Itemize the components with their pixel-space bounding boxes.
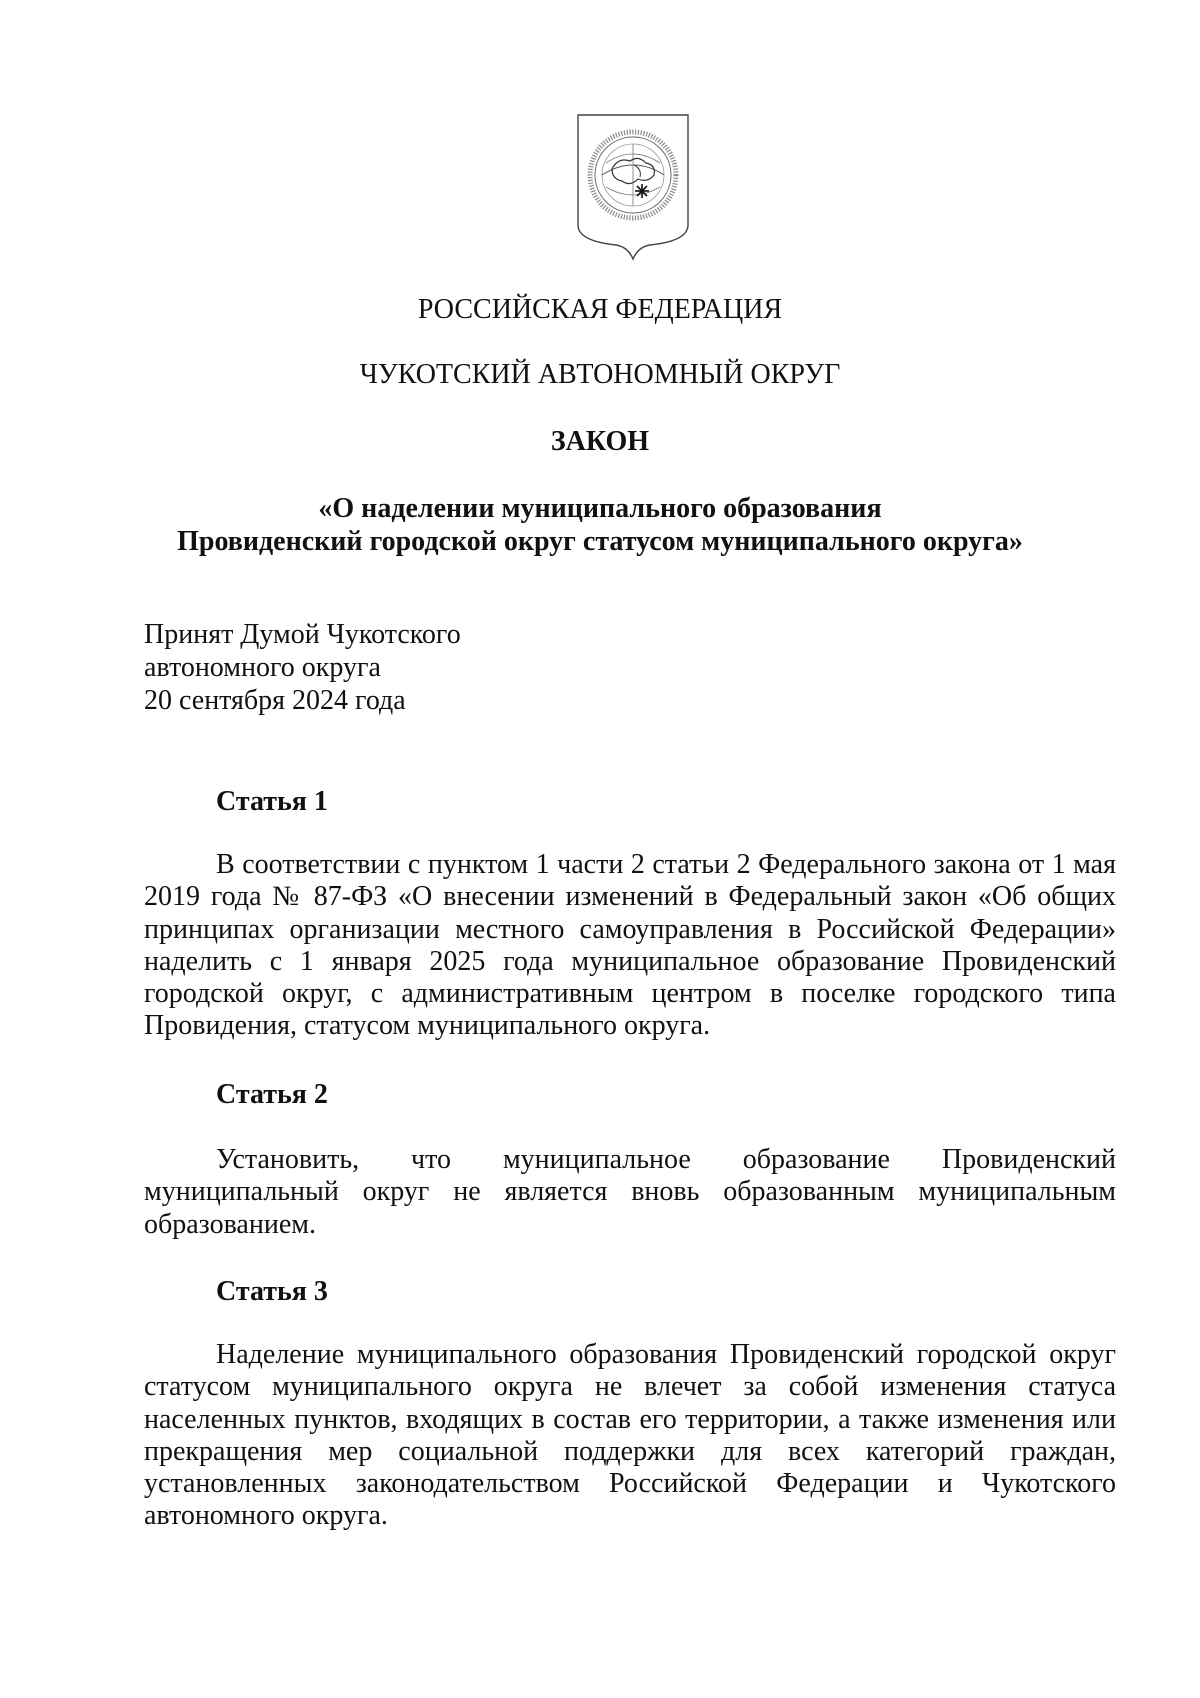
coat-of-arms-icon (576, 113, 690, 261)
article-3-text: Наделение муниципального образования Провиденский городской округ статусом муниципального округа не влечет за собой изменения статуса населенных пунктов, входящих в состав его территории, а также изменения или прекращения мер социальной поддержки для всех категорий граждан, установленных законодательством Российской Федерации и Чукотского автономного округа. (144, 1339, 1116, 1532)
country-heading: РОССИЙСКАЯ ФЕДЕРАЦИЯ (417, 294, 783, 325)
region-heading: ЧУКОТСКИЙ АВТОНОМНЫЙ ОКРУГ (359, 359, 841, 390)
adoption-line-1: Принят Думой Чукотского (144, 619, 461, 650)
article-2-heading: Статья 2 (216, 1079, 328, 1110)
adoption-line-2: автономного округа (144, 652, 381, 683)
law-title (0, 492, 1200, 558)
adoption-date: 20 сентября 2024 года (144, 685, 406, 716)
article-1-text: В соответствии с пунктом 1 части 2 статьи 2 Федерального закона от 1 мая 2019 года № 87-ФЗ «О внесении изменений в Федеральный закон «Об общих принципах организации местного самоуправления в Российской Федерации» наделить с 1 января 2025 года муниципальное образование Провиденский городской округ, с административным центром в поселке городского типа Провидения, статусом муниципального округа. (144, 849, 1116, 1042)
document-type: ЗАКОН (550, 426, 650, 457)
article-1-heading: Статья 1 (216, 786, 328, 817)
law-title-line-1: «О наделении муниципального образования (318, 493, 882, 524)
adoption-note (144, 618, 461, 717)
article-2-text: Установить, что муниципальное образование Провиденский муниципальный округ не является вновь образованным муниципальным образованием. (144, 1144, 1116, 1240)
law-title-line-2: Провиденский городской округ статусом муниципального округа» (177, 526, 1023, 557)
article-3-heading: Статья 3 (216, 1276, 328, 1307)
